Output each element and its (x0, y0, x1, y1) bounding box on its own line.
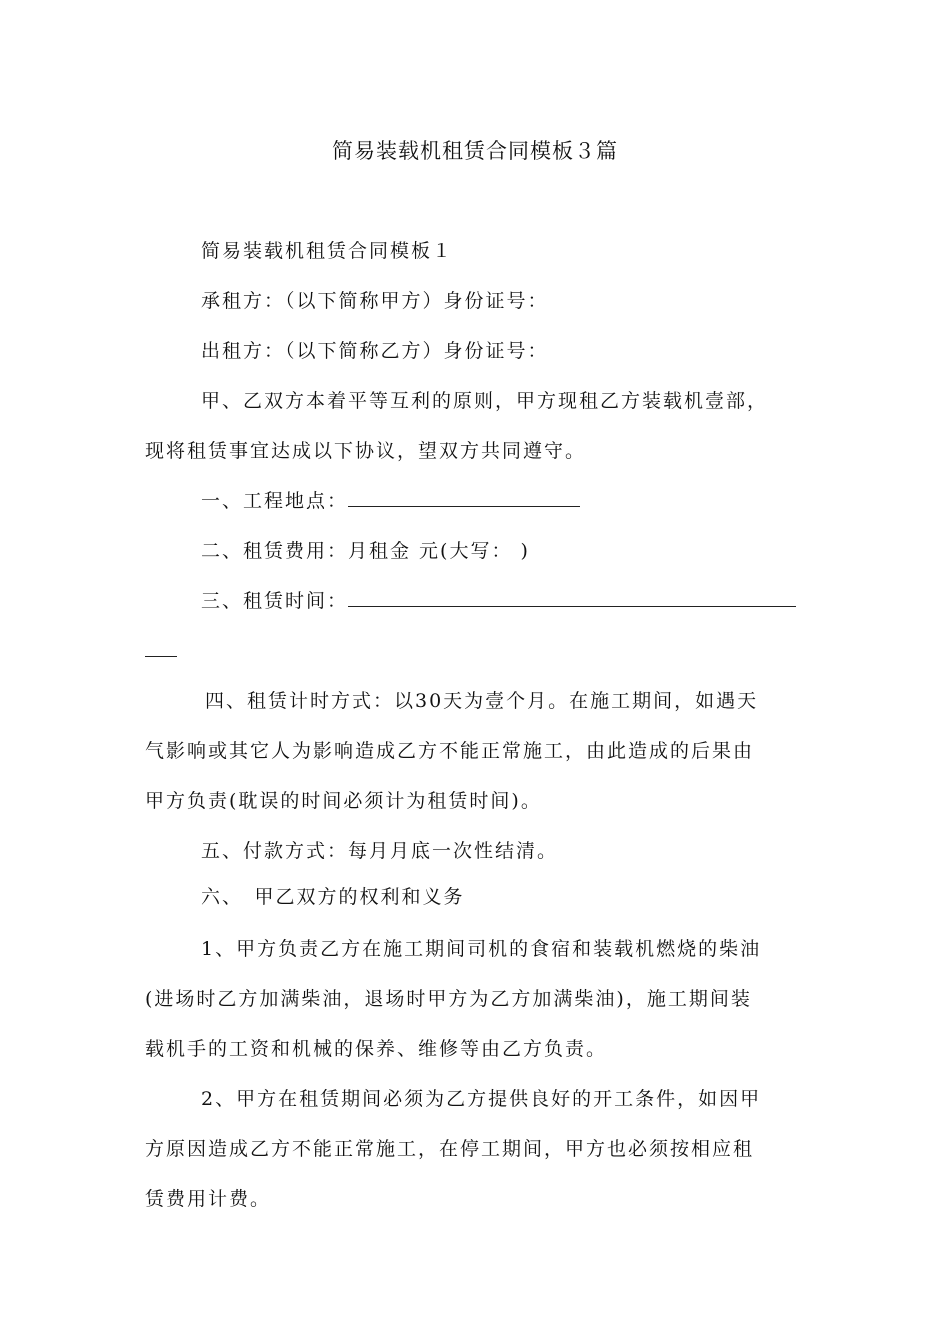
contract-heading: 简易装载机租赁合同模板１ (201, 240, 454, 262)
clause-3-line (201, 586, 796, 616)
lessee-line: 承租方：（以下简称甲方）身份证号： (201, 290, 549, 312)
item-1-line-3: 载机手的工资和机械的保养、维修等由乙方负责。 (145, 1038, 608, 1060)
clause-4-line-2: 气影响或其它人为影响造成乙方不能正常施工，由此造成的后果由 (145, 740, 755, 762)
intro-line-2: 现将租赁事宜达成以下协议，望双方共同遵守。 (145, 440, 587, 462)
clause-5-line: 五、付款方式：每月月底一次性结清。 (201, 840, 559, 862)
clause-1-label: 一、工程地点： (201, 490, 349, 512)
rental-time-blank-continued (145, 656, 177, 657)
rental-time-blank (348, 586, 796, 607)
clause-2-line: 二、租赁费用：月租金 元(大写： ) (201, 540, 530, 562)
item-1-line-1: 1、甲方负责乙方在施工期间司机的食宿和装载机燃烧的柴油 (201, 938, 762, 960)
item-1-line-2: (进场时乙方加满柴油，退场时甲方为乙方加满柴油)，施工期间装 (145, 988, 752, 1010)
document-title: 简易装载机租赁合同模板３篇 (332, 139, 618, 163)
clause-4-line-1: 四、租赁计时方式：以30天为壹个月。在施工期间，如遇天 (205, 690, 759, 712)
item-2-line-1: 2、甲方在租赁期间必须为乙方提供良好的开工条件，如因甲 (201, 1088, 762, 1110)
clause-3-label: 三、租赁时间： (201, 590, 349, 612)
clause-6-line: 六、 甲乙双方的权利和义务 (201, 886, 465, 908)
clause-1-line (201, 486, 580, 516)
project-location-blank (348, 486, 580, 507)
item-2-line-3: 赁费用计费。 (145, 1188, 272, 1210)
lessor-line: 出租方：（以下简称乙方）身份证号： (201, 340, 549, 362)
clause-4-line-3: 甲方负责(耽误的时间必须计为租赁时间)。 (145, 790, 542, 812)
intro-line-1: 甲、乙双方本着平等互利的原则，甲方现租乙方装载机壹部， (201, 390, 769, 412)
item-2-line-2: 方原因造成乙方不能正常施工，在停工期间，甲方也必须按相应租 (145, 1138, 755, 1160)
